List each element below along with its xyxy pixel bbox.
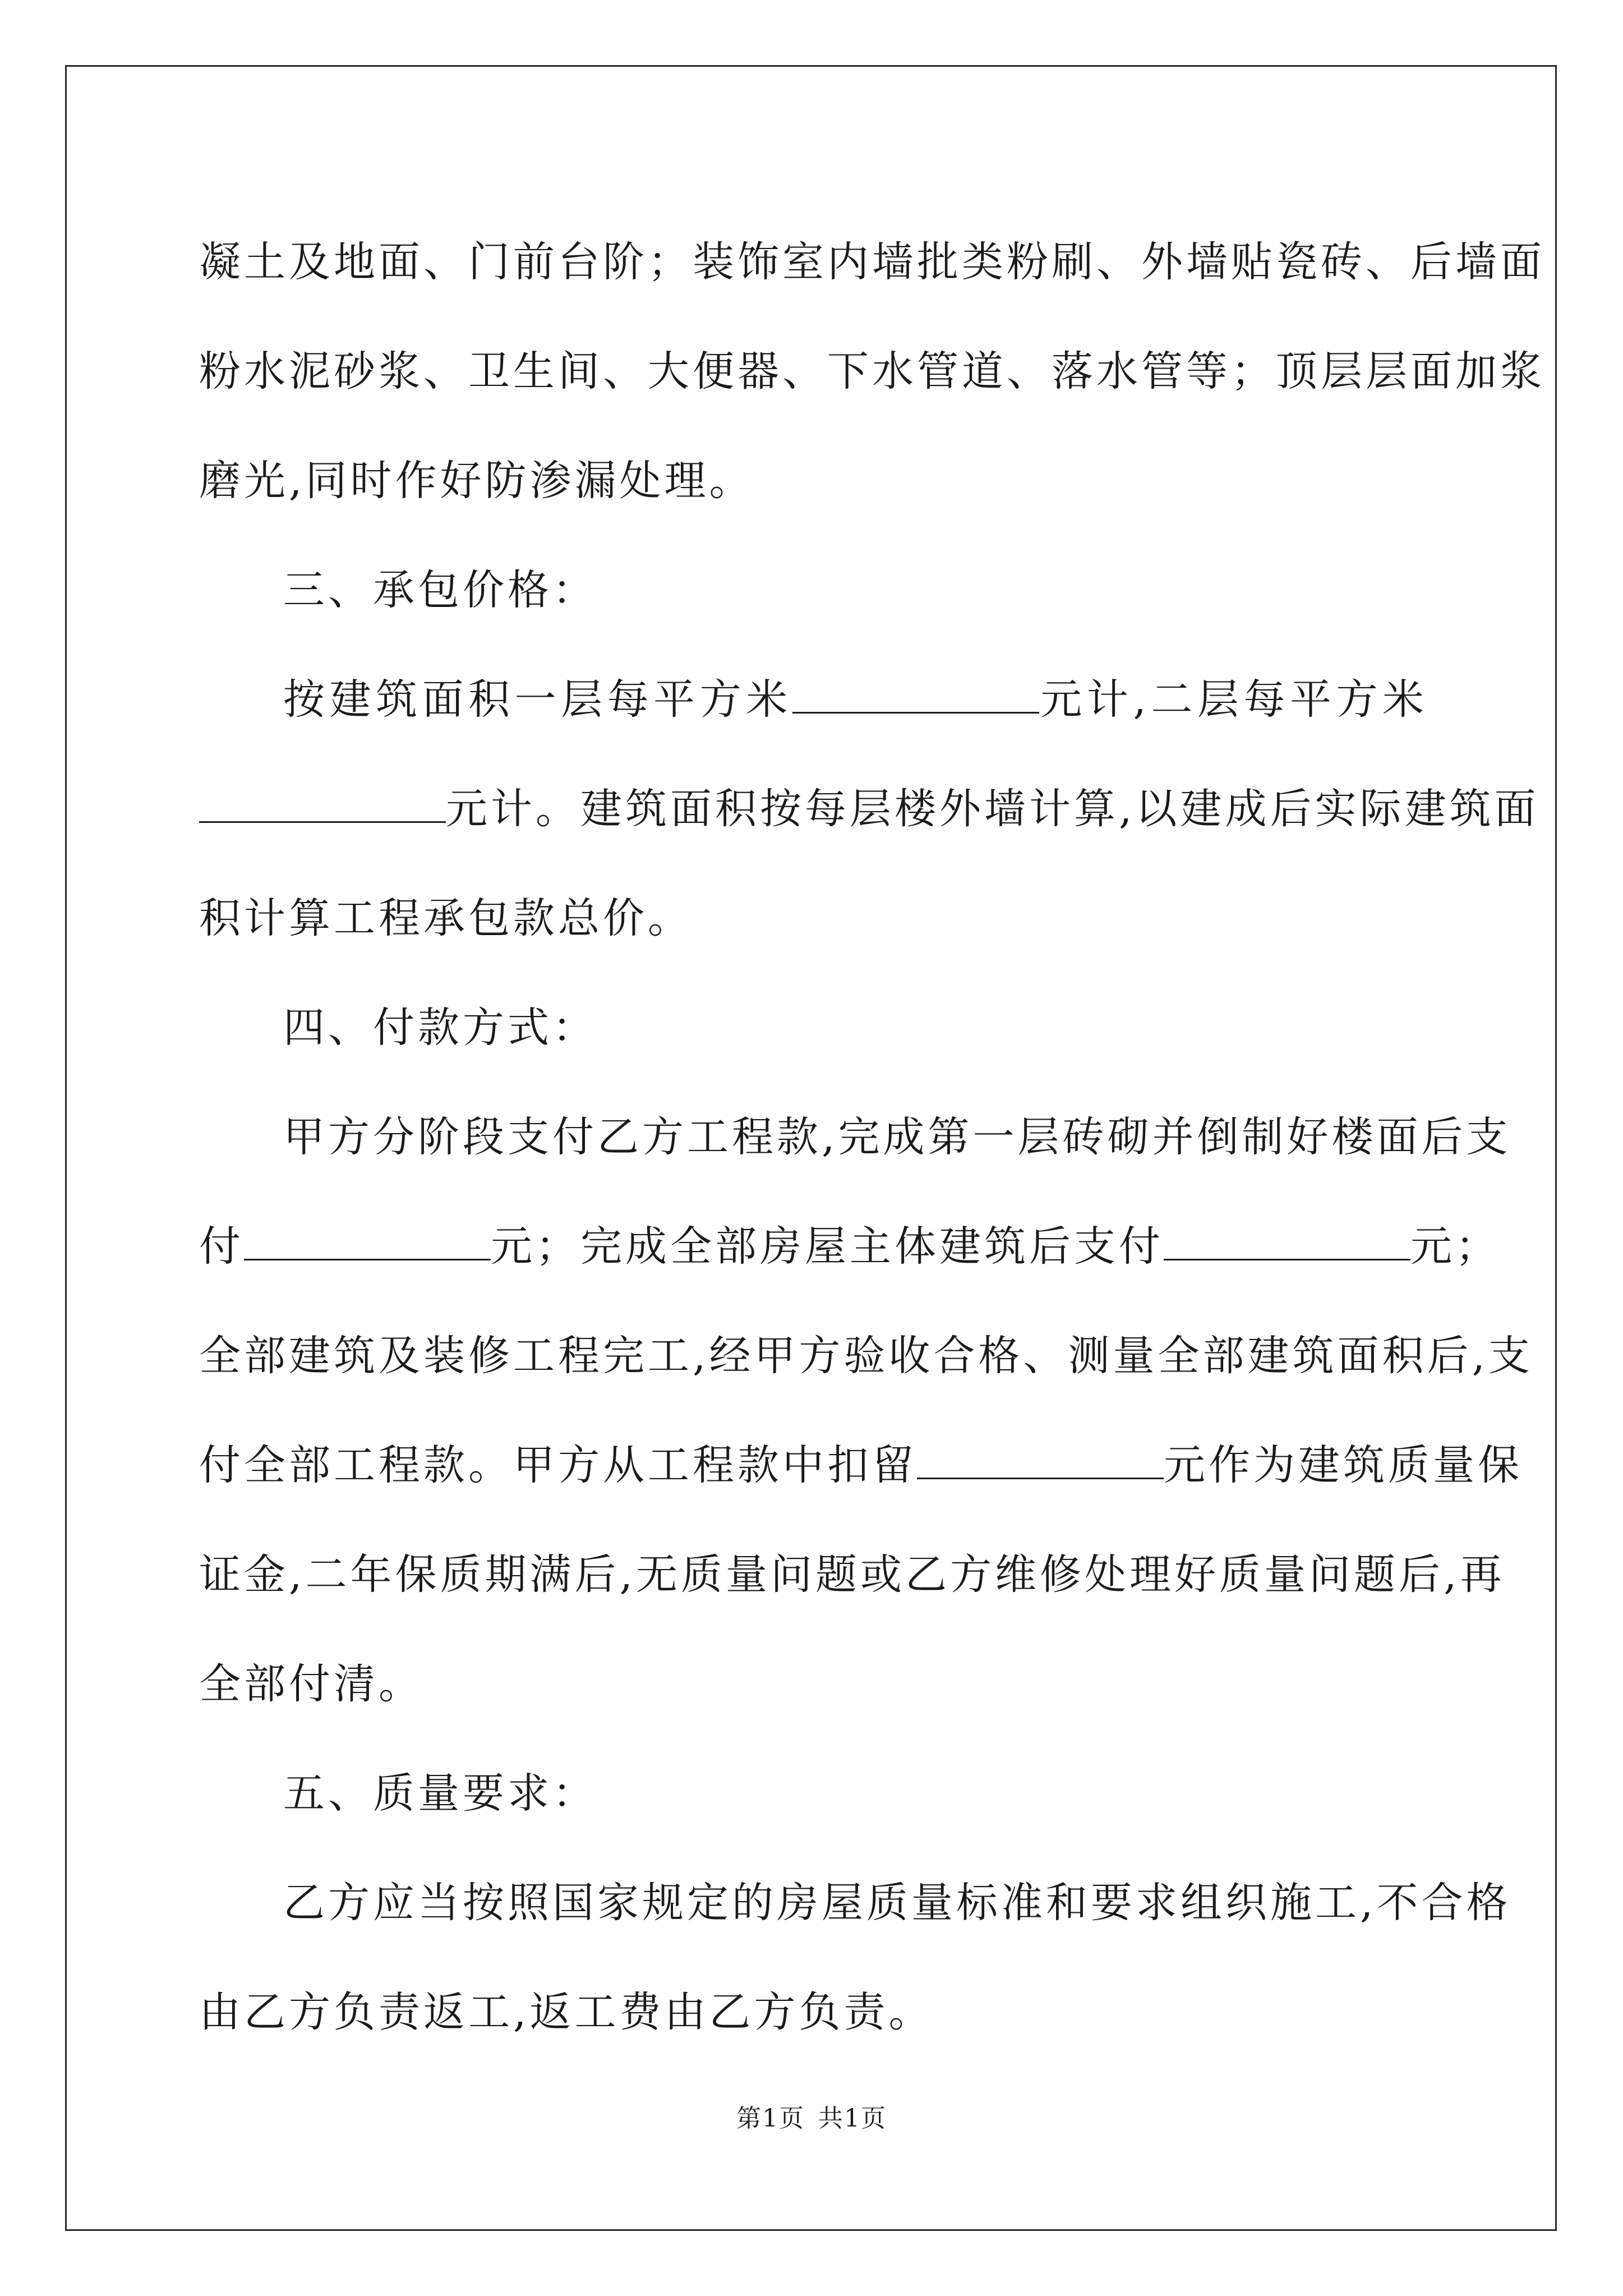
paragraph-line [199, 1411, 1523, 1520]
paragraph-line: 积计算工程承包款总价。 [199, 894, 693, 942]
paragraph-line: 证金,二年保质期满后,无质量问题或乙方维修处理好质量问题后,再 [199, 1550, 1505, 1599]
paragraph-line: 全部付清。 [199, 1660, 423, 1708]
paragraph-line: 全部建筑及装修工程完工,经甲方验收合格、测量全部建筑面积后,支 [199, 1332, 1534, 1380]
paragraph-line: 由乙方负责返工,返工费由乙方负责。 [199, 1988, 934, 2036]
paragraph-line: 凝土及地面、门前台阶；装饰室内墙批类粉刷、外墙贴瓷砖、后墙面 [199, 238, 1545, 286]
page-number: 第1页 [736, 2104, 805, 2133]
text-fragment: 元；完成全部房屋主体建筑后支付 [491, 1222, 1164, 1271]
fill-in-blank[interactable] [244, 1225, 491, 1260]
fill-in-blank[interactable] [792, 678, 1039, 714]
paragraph-line: 磨光,同时作好防渗漏处理。 [199, 457, 754, 505]
page-total: 共1页 [818, 2104, 887, 2133]
text-fragment: 元计。建筑面积按每层楼外墙计算,以建成后实际建筑面 [446, 785, 1539, 833]
paragraph-line: 甲方分阶段支付乙方工程款,完成第一层砖砌并倒制好楼面后支 [283, 1113, 1511, 1161]
paragraph-line [199, 1192, 1500, 1301]
paragraph-line [199, 645, 1427, 754]
fill-in-blank[interactable] [917, 1444, 1164, 1479]
text-fragment: 元计,二层每平方米 [1039, 675, 1427, 724]
text-fragment: 按建筑面积一层每平方米 [283, 675, 792, 724]
document-body [199, 208, 1545, 2067]
paragraph-line [199, 754, 1539, 864]
section-heading-quality: 五、质量要求： [283, 1769, 597, 1818]
text-fragment: 付 [199, 1222, 244, 1271]
section-heading-payment: 四、付款方式： [283, 1004, 597, 1052]
page-footer [0, 2098, 1623, 2134]
paragraph-line: 乙方应当按照国家规定的房屋质量标准和要求组织施工,不合格 [283, 1879, 1511, 1927]
fill-in-blank[interactable] [199, 788, 446, 823]
paragraph-line: 粉水泥砂浆、卫生间、大便器、下水管道、落水管等；顶层层面加浆 [199, 347, 1545, 395]
fill-in-blank[interactable] [1164, 1225, 1410, 1260]
text-fragment: 元作为建筑质量保 [1164, 1441, 1523, 1489]
section-heading-price: 三、承包价格： [283, 566, 597, 614]
text-fragment: 付全部工程款。甲方从工程款中扣留 [199, 1441, 917, 1489]
text-fragment: 元； [1410, 1222, 1500, 1271]
